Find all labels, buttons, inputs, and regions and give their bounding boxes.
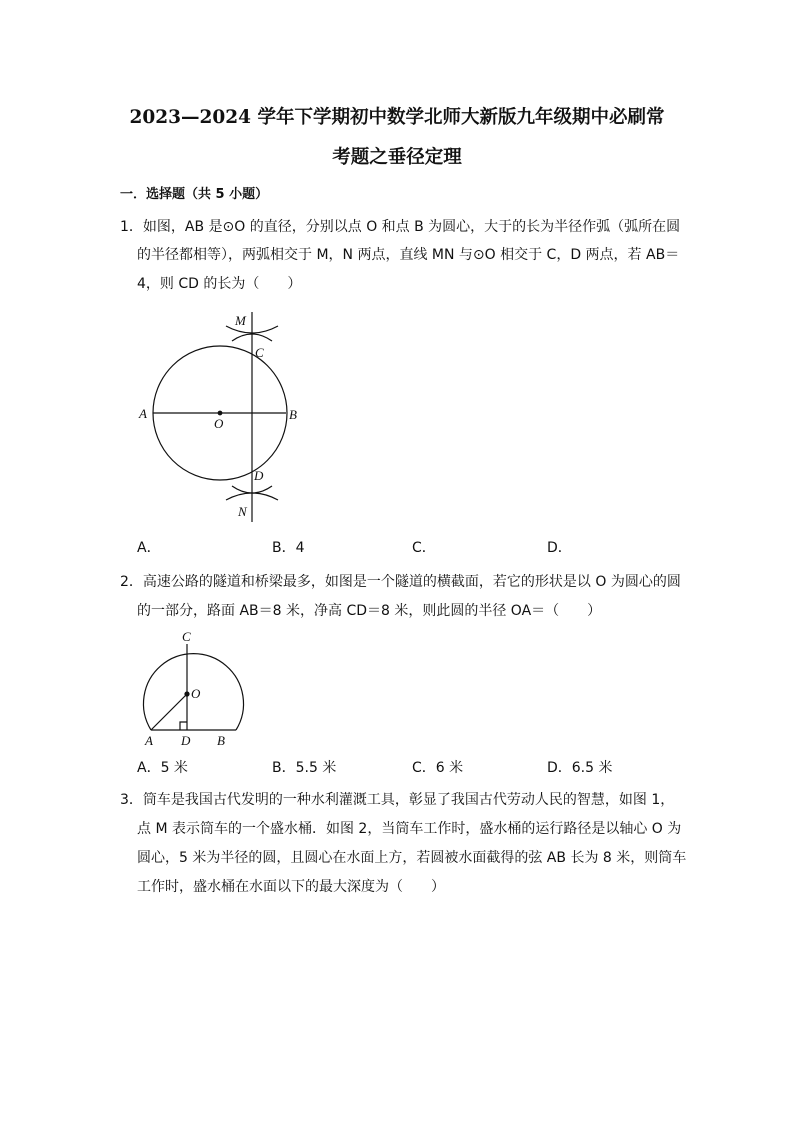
q3-line: 圆心，5 米为半径的圆，且圆心在水面上方，若圆被水面截得的弦 AB 长为 8 米，则筒车: [137, 850, 687, 866]
label-d: D: [254, 468, 264, 483]
label-a: A: [139, 406, 147, 421]
label-b: B: [217, 733, 225, 748]
center-o: [185, 692, 189, 696]
q2-line: 的一部分，路面 AB＝8 米，净高 CD＝8 米，则此圆的半径 OA＝（ ）: [137, 603, 602, 619]
label-n: N: [238, 504, 247, 519]
label-m: M: [235, 313, 246, 328]
label-o: O: [191, 686, 201, 701]
q3-line: 点 M 表示筒车的一个盛水桶．如图 2，当筒车工作时，盛水桶的运行路径是以轴心 O 为: [137, 821, 682, 837]
radius-oa: [151, 694, 187, 730]
center-dot: [218, 411, 222, 415]
q1-option-b: B．4: [272, 540, 305, 556]
q2-option-d: D．6.5 米: [547, 760, 613, 776]
label-b: B: [289, 407, 297, 422]
q2-line: 2．高速公路的隧道和桥梁最多，如图是一个隧道的横截面，若它的形状是以 O 为圆心的圆: [120, 574, 681, 590]
label-a: A: [145, 733, 153, 748]
label-c: C: [255, 345, 264, 360]
document-title-line1: 2023—2024 学年下学期初中数学北师大新版九年级期中必刷常: [129, 107, 665, 128]
q1-line: 的半径都相等），两弧相交于 M，N 两点，直线 MN 与⊙O 相交于 C，D 两点，若 AB＝: [137, 247, 680, 263]
q3-line: 工作时，盛水桶在水面以下的最大深度为（ ）: [137, 879, 445, 895]
q2-option-a: A．5 米: [137, 760, 188, 776]
document-title-line2: 考题之垂径定理: [332, 147, 462, 168]
q1-option-d: D．: [547, 540, 572, 556]
label-c: C: [182, 629, 191, 644]
label-o: O: [214, 416, 224, 431]
q2-option-c: C．6 米: [412, 760, 464, 776]
label-d: D: [181, 733, 191, 748]
q1-line: 4，则 CD 的长为（ ）: [137, 276, 302, 292]
section-heading: 一．选择题（共 5 小题）: [120, 187, 269, 202]
q1-line: 1．如图，AB 是⊙O 的直径，分别以点 O 和点 B 为圆心，大于的长为半径作弧（弧所在圆: [120, 219, 681, 235]
q3-line: 3．筒车是我国古代发明的一种水利灌溉工具，彰显了我国古代劳动人民的智慧，如图 1，: [120, 792, 675, 808]
q1-option-a: A．: [137, 540, 161, 556]
q1-option-c: C．: [412, 540, 436, 556]
right-angle-mark: [180, 722, 187, 730]
q2-option-b: B．5.5 米: [272, 760, 337, 776]
